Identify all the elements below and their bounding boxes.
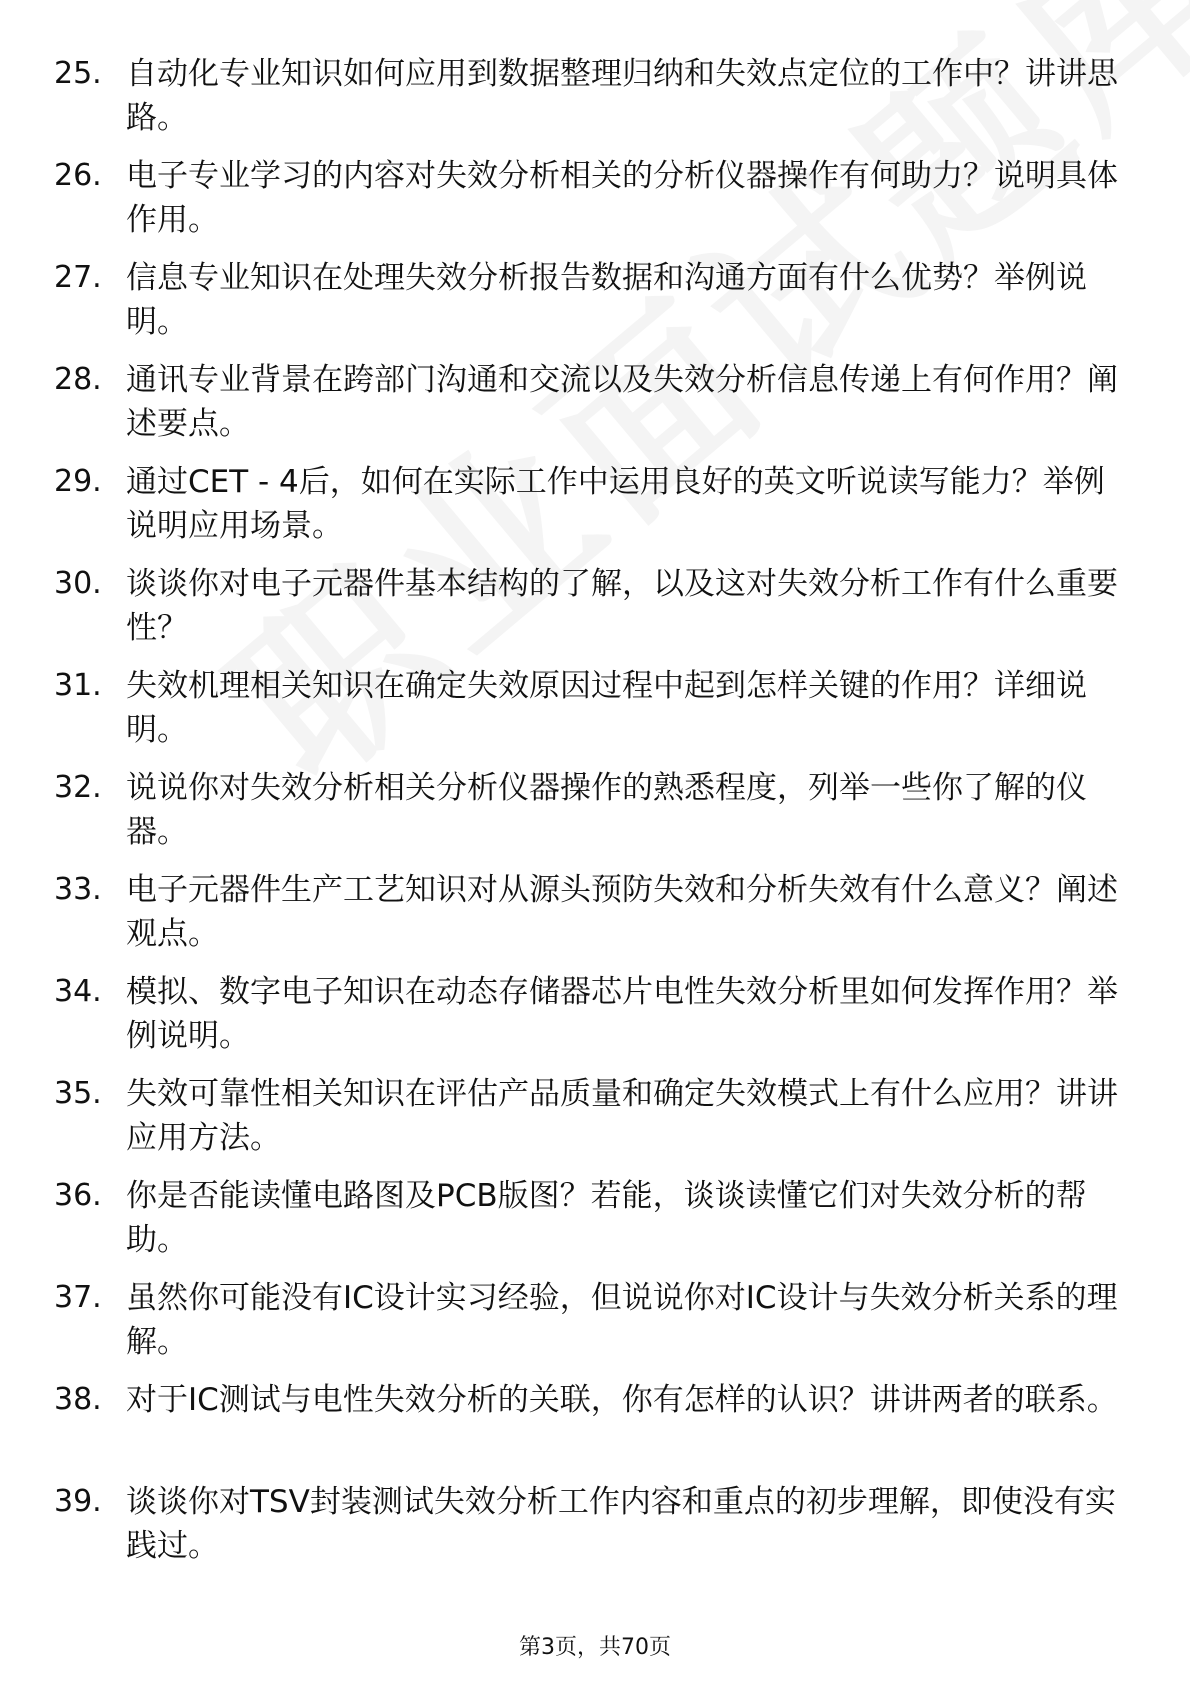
question-number: 25.	[54, 56, 102, 91]
question-number: 38.	[54, 1382, 102, 1417]
question-text: 自动化专业知识如何应用到数据整理归纳和失效点定位的工作中？讲讲思路。	[126, 56, 1118, 136]
question-text: 信息专业知识在处理失效分析报告数据和沟通方面有什么优势？举例说明。	[126, 260, 1087, 340]
question-text: 模拟、数字电子知识在动态存储器芯片电性失效分析里如何发挥作用？举例说明。	[126, 974, 1118, 1054]
list-item	[54, 52, 1134, 154]
list-item	[54, 1072, 1134, 1174]
list-item	[54, 562, 1134, 664]
list-item	[54, 868, 1134, 970]
list-item	[54, 766, 1134, 868]
question-text: 谈谈你对电子元器件基本结构的了解，以及这对失效分析工作有什么重要性？	[126, 566, 1118, 646]
question-number: 29.	[54, 464, 102, 499]
question-number: 34.	[54, 974, 102, 1009]
question-number: 26.	[54, 158, 102, 193]
question-number: 31.	[54, 668, 102, 703]
question-text: 对于IC测试与电性失效分析的关联，你有怎样的认识？讲讲两者的联系。	[126, 1382, 1118, 1418]
question-number: 36.	[54, 1178, 102, 1213]
list-item	[54, 1480, 1134, 1582]
question-text: 通讯专业背景在跨部门沟通和交流以及失效分析信息传递上有何作用？阐述要点。	[126, 362, 1118, 442]
question-text: 你是否能读懂电路图及PCB版图？若能，谈谈读懂它们对失效分析的帮助。	[126, 1178, 1087, 1258]
question-number: 35.	[54, 1076, 102, 1111]
list-item	[54, 970, 1134, 1072]
question-number: 32.	[54, 770, 102, 805]
question-number: 30.	[54, 566, 102, 601]
list-item	[54, 1276, 1134, 1378]
list-item	[54, 1378, 1134, 1480]
question-text: 电子元器件生产工艺知识对从源头预防失效和分析失效有什么意义？阐述观点。	[126, 872, 1118, 952]
list-item	[54, 256, 1134, 358]
question-text: 说说你对失效分析相关分析仪器操作的熟悉程度，列举一些你了解的仪器。	[126, 770, 1087, 850]
question-number: 39.	[54, 1484, 102, 1519]
question-number: 33.	[54, 872, 102, 907]
question-text: 失效机理相关知识在确定失效原因过程中起到怎样关键的作用？详细说明。	[126, 668, 1087, 748]
question-text: 电子专业学习的内容对失效分析相关的分析仪器操作有何助力？说明具体作用。	[126, 158, 1118, 238]
question-list	[54, 52, 1134, 1582]
page-number-footer: 第3页，共70页	[519, 1635, 671, 1660]
question-number: 37.	[54, 1280, 102, 1315]
question-text: 谈谈你对TSV封装测试失效分析工作内容和重点的初步理解，即使没有实践过。	[126, 1484, 1116, 1564]
question-number: 28.	[54, 362, 102, 397]
list-item	[54, 358, 1134, 460]
list-item	[54, 154, 1134, 256]
list-item	[54, 664, 1134, 766]
question-number: 27.	[54, 260, 102, 295]
list-item	[54, 460, 1134, 562]
question-text: 失效可靠性相关知识在评估产品质量和确定失效模式上有什么应用？讲讲应用方法。	[126, 1076, 1118, 1156]
question-text: 虽然你可能没有IC设计实习经验，但说说你对IC设计与失效分析关系的理解。	[126, 1280, 1118, 1360]
list-item	[54, 1174, 1134, 1276]
question-text: 通过CET - 4后，如何在实际工作中运用良好的英文听说读写能力？举例说明应用场景。	[126, 464, 1105, 544]
